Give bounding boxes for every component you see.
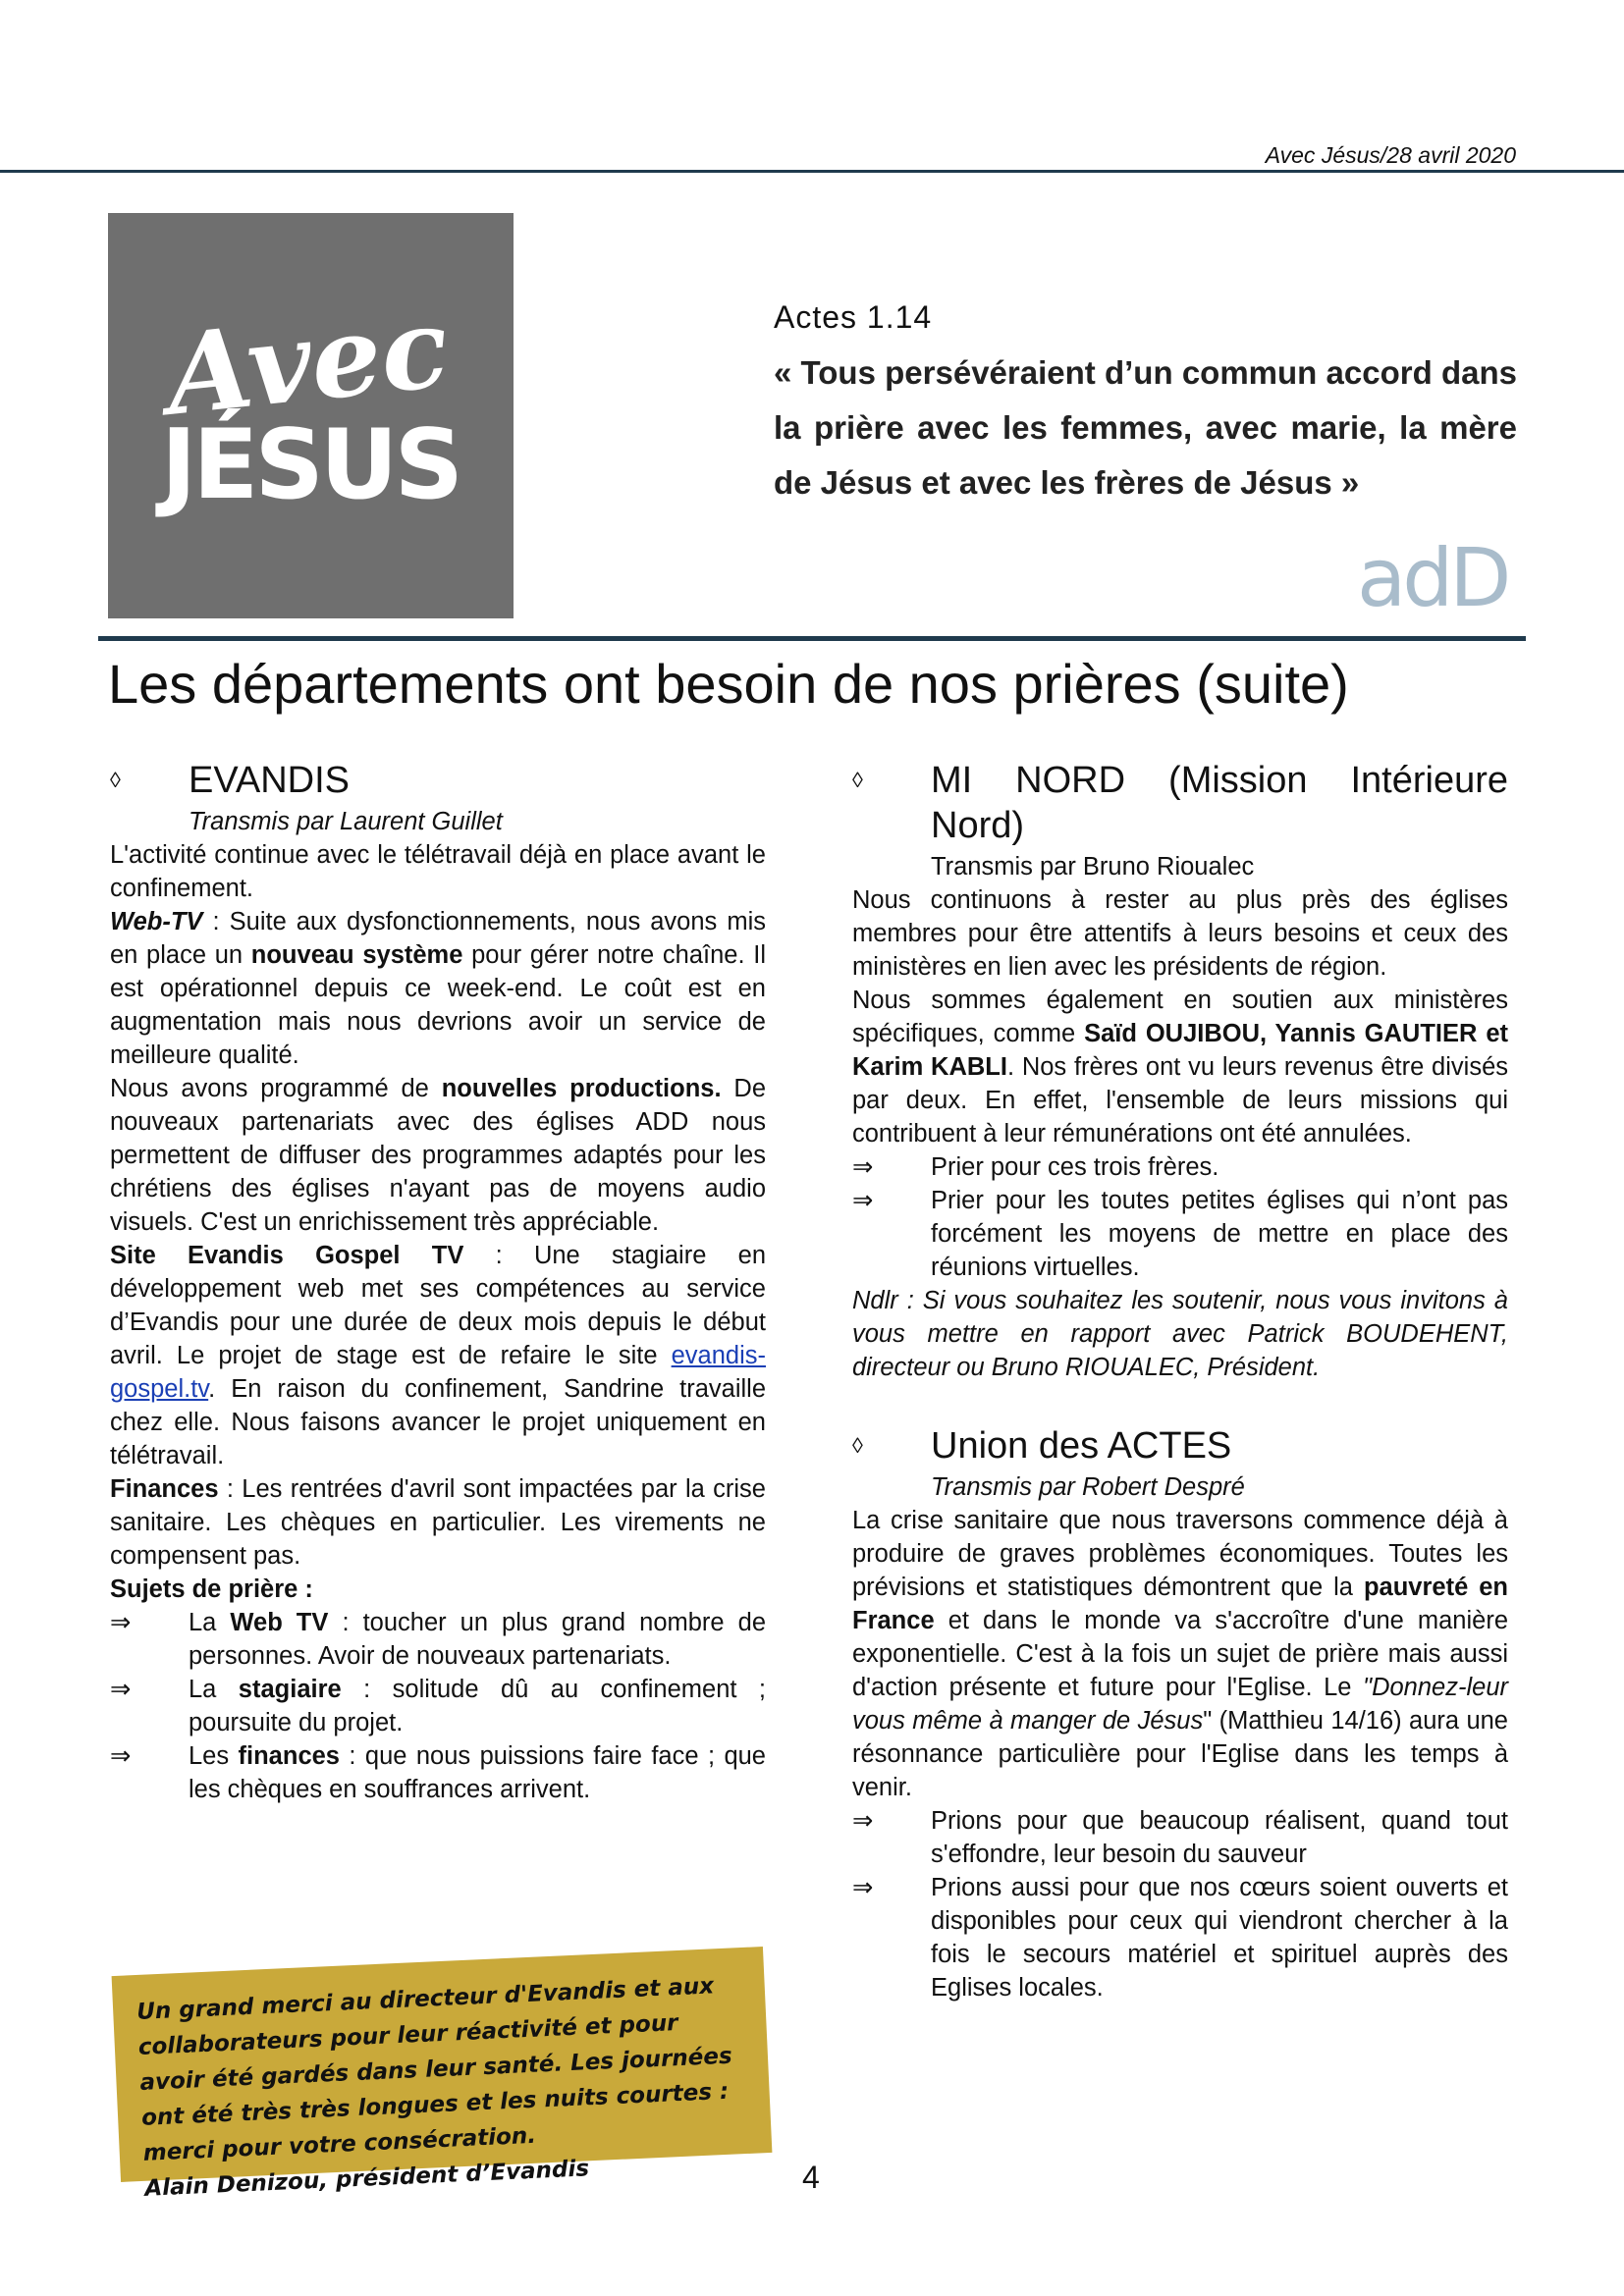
section-heading-mi-nord xyxy=(852,758,1508,848)
paragraph: La crise sanitaire que nous traversons commence déjà à produire de graves problèmes économiques. Toutes les prévisions et statistiques démontrent que la pauvreté en France et dans le monde va s'accroître d'une manière exponentielle. C'est à la fois un sujet de prière mais aussi d'action présente et future pour l'Eglise. Le "Donnez-leur vous même à manger de Jésus" (Matthieu 14/16) aura une résonnance particulière pour l'Eglise dans les temps à venir. xyxy=(852,1507,1508,1801)
text: : Les rentrées d'avril sont impactées par la crise sanitaire. Les chèques en particulier. Les virements ne compensent pas. xyxy=(110,1475,766,1570)
paragraph xyxy=(110,905,766,1072)
bullet xyxy=(110,1606,766,1673)
note-text xyxy=(135,1967,749,2207)
arrow-icon: ⇒ xyxy=(852,1153,874,1181)
text: . En raison du confinement, Sandrine travaille chez elle. Nous faisons avancer le projet uniquement en télétravail. xyxy=(110,1375,766,1469)
bullet xyxy=(852,1150,1508,1184)
verse-text: « Tous persévéraient d’un commun accord dans la prière avec les femmes, avec marie, la mère de Jésus et avec les frères de Jésus » xyxy=(774,354,1517,501)
bold-text: Saïd OUJIBOU, Yannis GAUTIER et Karim KABLI xyxy=(852,1020,1508,1081)
text: : Suite aux dysfonctionnements, nous avons mis en place un xyxy=(110,908,766,969)
left-column xyxy=(110,758,766,1806)
paragraph xyxy=(110,1072,766,1239)
paragraph: L'activité continue avec le télétravail déjà en place avant le confinement. xyxy=(110,841,766,902)
arrow-icon: ⇒ xyxy=(852,1874,874,1901)
arrow-icon: ⇒ xyxy=(852,1187,874,1214)
avec-jesus-logo xyxy=(108,213,514,618)
label: Web-TV xyxy=(110,908,203,935)
arrow-icon: ⇒ xyxy=(852,1807,874,1835)
right-column xyxy=(852,758,1508,2004)
section-title: EVANDIS xyxy=(189,760,351,801)
verse-reference: Actes 1.14 xyxy=(774,299,933,335)
logo-line-jesus: JÉSUS xyxy=(160,409,460,521)
bold-text: nouvelles productions. xyxy=(441,1075,722,1102)
logo-line-avec: Avec xyxy=(160,283,455,441)
text: De nouveaux partenariats avec des églises ADD nous permettent de diffuser des programmes adaptés pour les chrétiens des églises n'ayant pas de moyens audio visuels. C'est un enrichissement très appréciable. xyxy=(110,1075,766,1236)
section-heading-union xyxy=(852,1423,1508,1468)
arrow-icon: ⇒ xyxy=(110,1609,132,1636)
bullet xyxy=(852,1184,1508,1284)
section-heading-evandis xyxy=(110,758,766,803)
thanks-note xyxy=(112,1947,773,2202)
diamond-icon: ◊ xyxy=(852,1433,863,1458)
diamond-icon: ◊ xyxy=(852,768,863,792)
bold-text: pauvreté en France xyxy=(852,1574,1508,1634)
byline: Transmis par Bruno Rioualec xyxy=(931,853,1255,881)
bullet-text: Prions pour que beaucoup réalisent, quand tout s'effondre, leur besoin du sauveur xyxy=(931,1807,1508,1868)
prayer-label: Sujets de prière : xyxy=(110,1575,313,1603)
verse-block xyxy=(774,299,1517,510)
arrow-icon: ⇒ xyxy=(110,1676,132,1703)
paragraph xyxy=(110,1239,766,1472)
bullet-text: La stagiaire : solitude dû au confinement ; poursuite du projet. xyxy=(189,1676,766,1736)
page-number: 4 xyxy=(802,2160,820,2195)
section-title: Union des ACTES xyxy=(931,1425,1232,1467)
add-logo-text: adD xyxy=(1357,545,1508,614)
site-link[interactable]: evandis-gospel.tv xyxy=(110,1342,766,1403)
arrow-icon: ⇒ xyxy=(110,1742,132,1770)
ndlr-note: Ndlr : Si vous souhaitez les soutenir, nous vous invitons à vous mettre en rapport avec Patrick BOUDEHENT, directeur ou Bruno RIOUALEC, Président. xyxy=(852,1287,1508,1381)
paragraph: Nous sommes également en soutien aux ministères spécifiques, comme Saïd OUJIBOU, Yannis GAUTIER et Karim KABLI. Nos frères ont vu leurs revenus être divisés par deux. En effet, l'ensemble de leurs missions qui contribuent à leur rémunérations ont été annulées. xyxy=(852,987,1509,1148)
label: Finances xyxy=(110,1475,219,1503)
note-signature: Alain Denizou, président d’Evandis xyxy=(143,2156,590,2202)
diamond-icon: ◊ xyxy=(110,768,121,792)
label: Site Evandis Gospel TV xyxy=(110,1242,464,1269)
paragraph: Nous continuons à rester au plus près des églises membres pour être attentifs à leurs besoins et ceux des ministères en lien avec les présidents de région. xyxy=(852,886,1508,981)
byline: Transmis par Robert Despré xyxy=(931,1473,1245,1501)
text: Nous avons programmé de xyxy=(110,1075,442,1102)
section-title: MI NORD (Mission Intérieure Nord) xyxy=(931,760,1508,846)
header-line xyxy=(0,170,1624,173)
bullet-text: Prier pour les toutes petites églises qui n’ont pas forcément les moyens de mettre en place des réunions virtuelles. xyxy=(931,1187,1508,1281)
bullet-text: Prions aussi pour que nos cœurs soient ouverts et disponibles pour ceux qui viendront chercher à la fois le secours matériel et spirituel auprès des Eglises locales. xyxy=(931,1874,1508,2002)
bullet-text: Prier pour ces trois frères. xyxy=(931,1153,1219,1181)
paragraph xyxy=(110,1472,766,1573)
bullet xyxy=(852,1804,1508,1871)
text: : Une stagiaire en développement web met ses compétences au service d’Evandis pour une durée de deux mois depuis le début avril. Le projet de stage est de refaire le site xyxy=(110,1242,766,1369)
page-title: Les départements ont besoin de nos prières (suite) xyxy=(108,653,1349,715)
note-message: Un grand merci au directeur d'Evandis et aux collaborateurs pour leur réactivité et pour avoir été gardés dans leur santé. Les journées ont été très très longues et les nuits courtes : merci pour votre consécration. xyxy=(135,1973,733,2166)
bullet xyxy=(852,1871,1508,2004)
running-title: Avec Jésus/28 avril 2020 xyxy=(1265,142,1516,168)
bullet xyxy=(110,1739,766,1806)
bullet-text: Les finances : que nous puissions faire face ; que les chèques en souffrances arrivent. xyxy=(189,1742,766,1803)
bold-text: nouveau système xyxy=(250,941,463,969)
byline: Transmis par Laurent Guillet xyxy=(189,808,503,835)
bullet-text: La Web TV : toucher un plus grand nombre de personnes. Avoir de nouveaux partenariats. xyxy=(189,1609,766,1670)
text: pour gérer notre chaîne. Il est opérationnel depuis ce week-end. Le coût est en augmentation mais nous devrions avoir un service de meilleure qualité. xyxy=(110,941,766,1069)
add-logo xyxy=(1357,545,1529,614)
title-line xyxy=(98,636,1526,641)
bullet xyxy=(110,1673,766,1739)
quote-text: "Donnez-leur vous même à manger de Jésus xyxy=(852,1674,1508,1735)
